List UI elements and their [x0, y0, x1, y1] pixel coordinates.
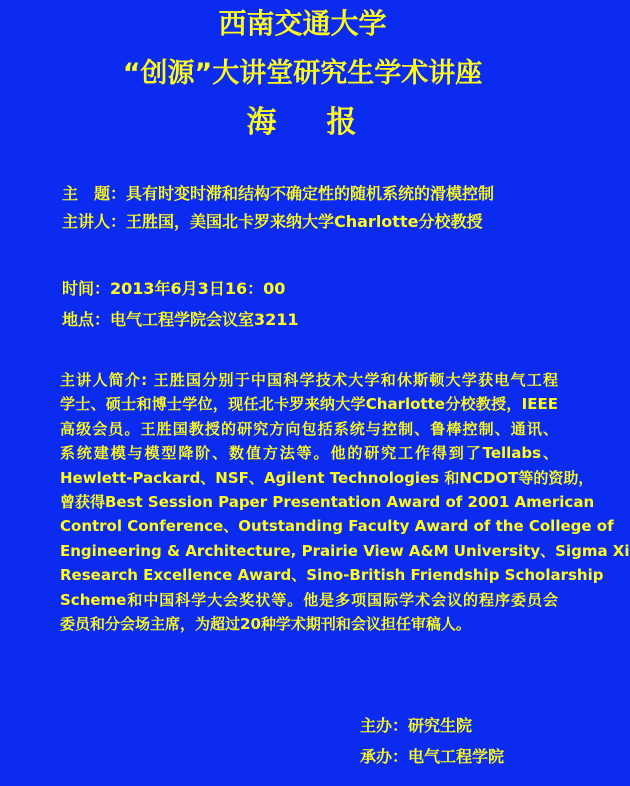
bio-line: Scheme和中国科学大会奖状等。他是多项国际学术会议的程序委员会: [60, 590, 558, 609]
bio-line: Control Conference、Outstanding Faculty Award of the College of: [60, 517, 614, 536]
poster-heading-char-2: 报: [326, 105, 359, 140]
place-row: [62, 305, 582, 336]
host-label: 主办：: [360, 716, 409, 735]
place-value: 电气工程学院会议室3211: [110, 310, 299, 329]
co-organizer-value: 电气工程学院: [408, 747, 505, 766]
bio-line: 曾获得Best Session Paper Presentation Award of 2001 American: [60, 492, 595, 511]
university-title: 西南交通大学: [218, 7, 387, 40]
bio-line: Engineering & Architecture, Prairie View A&M University、Sigma Xi: [60, 541, 630, 560]
bio-line: 系统建模与模型降阶、数值方法等。他的研究工作得到了Tellabs、: [60, 444, 558, 463]
speaker-value: 王胜国，美国北卡罗来纳大学Charlotte分校教授: [126, 212, 483, 231]
bio-line: 高级会员。王胜国教授的研究方向包括系统与控制、鲁棒控制、通讯、: [60, 419, 558, 438]
place-label: 地点：: [62, 310, 111, 329]
organizers-section: [360, 711, 580, 773]
bio-line: 主讲人简介: 王胜国分别于中国科学技术大学和休斯顿大学获电气工程: [60, 371, 558, 389]
time-value: 2013年6月3日16：00: [110, 279, 286, 298]
lecture-series-title: “创源”大讲堂研究生学术讲座: [122, 58, 483, 89]
poster-heading-char-1: 海: [246, 105, 279, 140]
topic-value: 具有时变时滞和结构不确定性的随机系统的滑模控制: [126, 184, 495, 203]
host-row: [360, 711, 580, 742]
speaker-bio: [60, 368, 630, 636]
time-row: [62, 274, 582, 305]
topic-row: [62, 180, 582, 208]
topic-label: 主 题：: [62, 184, 127, 203]
co-organizer-row: [360, 742, 580, 773]
bio-line: 学士、硕士和博士学位，现任北卡罗来纳大学Charlotte分校教授，IEEE: [60, 395, 558, 414]
speaker-label: 主讲人：: [62, 212, 127, 231]
bio-line: 委员和分会场主席，为超过20种学术期刊和会议担任审稿人。: [60, 614, 471, 633]
host-value: 研究生院: [408, 716, 473, 735]
poster-heading: [0, 104, 605, 142]
topic-section: [62, 180, 582, 236]
bio-line: Research Excellence Award、Sino-British Friendship Scholarship: [60, 566, 604, 585]
time-label: 时间：: [62, 279, 111, 298]
speaker-row: [62, 208, 582, 236]
bio-line: Hewlett-Packard、NSF、Agilent Technologies 和NCDOT等的资助，: [60, 468, 594, 487]
schedule-section: [62, 274, 582, 336]
co-organizer-label: 承办：: [360, 747, 409, 766]
